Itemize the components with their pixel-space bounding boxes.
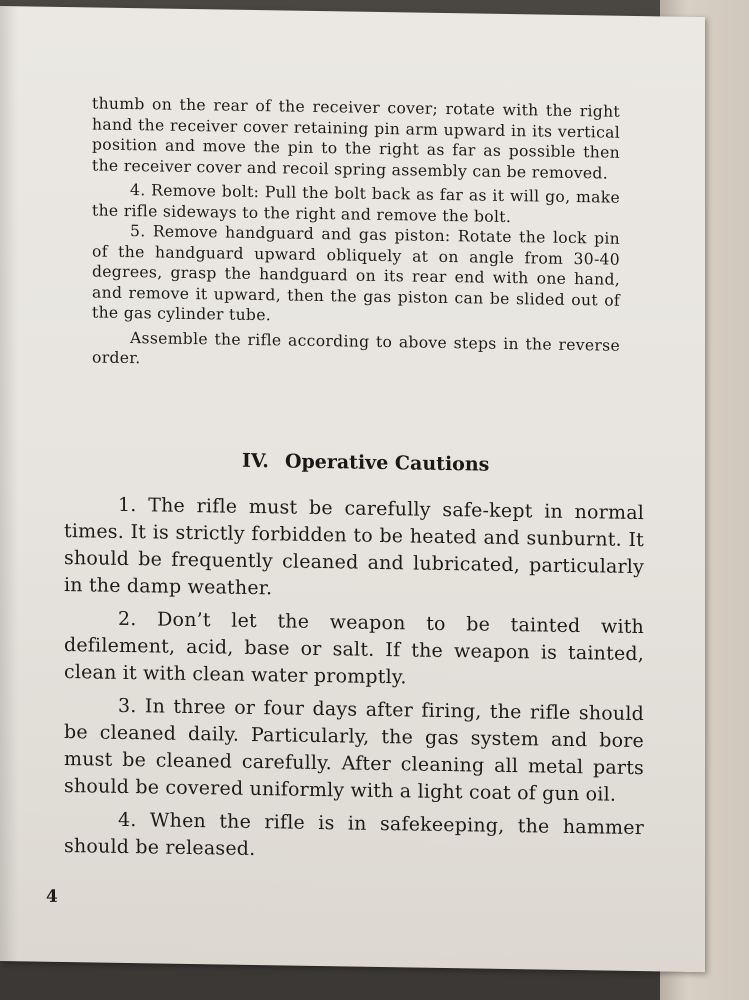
- section-heading: [242, 450, 502, 476]
- paragraph-receiver-cover: thumb on the rear of the receiver cover; rotate with the right hand the receiver cover retaining pin arm upward in its vertical position and move the pin to the right as far as possible then the receiver cover and recoil spring assembly can be removed.: [92, 94, 620, 183]
- disassembly-instructions: [92, 93, 620, 376]
- caution-item: 4. When the rifle is in safekeeping, the hammer should be released.: [64, 808, 644, 861]
- cautions-list: [64, 491, 644, 875]
- book-page: [0, 6, 705, 972]
- page-gutter-shadow: [0, 6, 18, 961]
- paragraph-remove-handguard: 5. Remove handguard and gas piston: Rotate the lock pin of the handguard upward obliquely at on angle from 30-40 degrees, grasp the handguard on its rear end with one hand, and remove it upward, then the gas piston can be slided out of the gas cylinder tube.: [92, 222, 620, 325]
- caution-item: 3. In three or four days after firing, the rifle should be cleaned daily. Particularly, the gas system and bore must be cleaned carefully. After cleaning all metal parts should be covered uniformly with a light coat of gun oil.: [64, 694, 644, 806]
- page-number: 4: [46, 886, 58, 907]
- paragraph-assemble: Assemble the rifle according to above steps in the reverse order.: [92, 328, 620, 368]
- section-number: IV.: [242, 449, 269, 473]
- caution-item: 1. The rifle must be carefully safe-kept in normal times. It is strictly forbidden to be heated and sunburnt. It should be frequently cleaned and lubricated, particularly in the damp weather.: [64, 493, 644, 600]
- paragraph-remove-bolt: 4. Remove bolt: Pull the bolt back as far as it will go, make the rifle sideways to the right and remove the bolt.: [92, 181, 620, 226]
- caution-item: 2. Don’t let the weapon to be tainted with defilement, acid, base or salt. If the weapon is tainted, clean it with clean water promptly.: [64, 607, 644, 689]
- section-title: Operative Cautions: [284, 450, 490, 476]
